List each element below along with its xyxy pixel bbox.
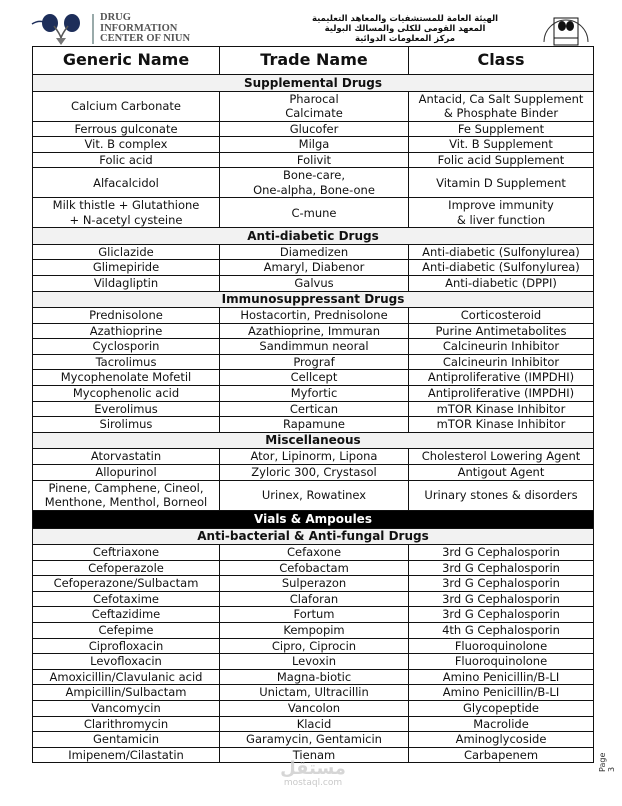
arabic-org-name: [280, 14, 530, 44]
arabic-line: المعهد القومى للكلى والمسالك البولية: [324, 24, 486, 34]
table-row: [33, 308, 594, 324]
class-cell: Anti-diabetic (Sulfonylurea): [409, 244, 594, 260]
class-cell: 3rd G Cephalosporin: [409, 545, 594, 561]
table-row: [33, 638, 594, 654]
institute-seal-icon: [540, 12, 592, 46]
band-header-row: [33, 510, 594, 528]
trade-name-cell: Ator, Lipinorm, Lipona: [220, 449, 409, 465]
class-cell: Urinary stones & disorders: [409, 480, 594, 510]
class-cell: Antiproliferative (IMPDHI): [409, 370, 594, 386]
class-cell: mTOR Kinase Inhibitor: [409, 417, 594, 433]
generic-name-cell: Gliclazide: [33, 244, 220, 260]
watermark: [268, 760, 358, 788]
trade-name-cell: Prograf: [220, 354, 409, 370]
generic-name-cell: Vit. B complex: [33, 137, 220, 153]
class-cell: Cholesterol Lowering Agent: [409, 449, 594, 465]
section-title: Anti-diabetic Drugs: [33, 228, 594, 245]
class-cell: Macrolide: [409, 716, 594, 732]
generic-name-cell: Gentamicin: [33, 732, 220, 748]
generic-name-cell: Ceftazidime: [33, 607, 220, 623]
table-row: [33, 654, 594, 670]
org-line: CENTER OF NIUN: [100, 33, 191, 44]
class-cell: Aminoglycoside: [409, 732, 594, 748]
org-name: [100, 13, 190, 45]
table-row: [33, 560, 594, 576]
class-cell: mTOR Kinase Inhibitor: [409, 401, 594, 417]
table-row: [33, 370, 594, 386]
trade-name-cell: Vancolon: [220, 700, 409, 716]
table-row: [33, 401, 594, 417]
trade-name-cell: Azathioprine, Immuran: [220, 323, 409, 339]
class-cell: Improve immunity & liver function: [409, 198, 594, 228]
table-row: [33, 121, 594, 137]
generic-name-cell: Folic acid: [33, 152, 220, 168]
section-title: Miscellaneous: [33, 432, 594, 449]
trade-name-cell: Hostacortin, Prednisolone: [220, 308, 409, 324]
trade-name-cell: Fortum: [220, 607, 409, 623]
table-row: [33, 732, 594, 748]
trade-name-cell: Cefobactam: [220, 560, 409, 576]
generic-name-cell: Prednisolone: [33, 308, 220, 324]
arabic-line: الهيئة العامة للمستشفيات والمعاهد التعليمية: [311, 14, 499, 24]
table-row: [33, 545, 594, 561]
section-header-row: [33, 432, 594, 449]
trade-name-cell: Garamycin, Gentamicin: [220, 732, 409, 748]
class-cell: 4th G Cephalosporin: [409, 622, 594, 638]
class-cell: Fluoroquinolone: [409, 654, 594, 670]
trade-name-cell: Klacid: [220, 716, 409, 732]
class-cell: Anti-diabetic (Sulfonylurea): [409, 260, 594, 276]
generic-name-cell: Amoxicillin/Clavulanic acid: [33, 669, 220, 685]
section-header-row: [33, 291, 594, 308]
class-cell: Corticosteroid: [409, 308, 594, 324]
page-number: Page 3: [598, 752, 616, 772]
column-header-class: Class: [409, 47, 594, 75]
generic-name-cell: Ciprofloxacin: [33, 638, 220, 654]
trade-name-cell: Urinex, Rowatinex: [220, 480, 409, 510]
table-row: [33, 152, 594, 168]
trade-name-cell: Cellcept: [220, 370, 409, 386]
trade-name-cell: Rapamune: [220, 417, 409, 433]
column-header-generic: Generic Name: [33, 47, 220, 75]
class-cell: Vitamin D Supplement: [409, 168, 594, 198]
trade-name-cell: Glucofer: [220, 121, 409, 137]
generic-name-cell: Ceftriaxone: [33, 545, 220, 561]
watermark-text: mostaql.com: [283, 778, 343, 788]
section-title: Vials & Ampoules: [33, 510, 594, 528]
class-cell: Fluoroquinolone: [409, 638, 594, 654]
generic-name-cell: Atorvastatin: [33, 449, 220, 465]
generic-name-cell: Cefoperazone/Sulbactam: [33, 576, 220, 592]
page-header: [0, 0, 622, 46]
trade-name-cell: Sulperazon: [220, 576, 409, 592]
class-cell: Anti-diabetic (DPPI): [409, 275, 594, 291]
trade-name-cell: Certican: [220, 401, 409, 417]
org-line: INFORMATION: [100, 22, 178, 34]
class-cell: Carbapenem: [409, 747, 594, 763]
trade-name-cell: Cipro, Ciprocin: [220, 638, 409, 654]
generic-name-cell: Levofloxacin: [33, 654, 220, 670]
generic-name-cell: Cefoperazole: [33, 560, 220, 576]
class-cell: Amino Penicillin/B-LI: [409, 685, 594, 701]
class-cell: Fe Supplement: [409, 121, 594, 137]
table-row: [33, 137, 594, 153]
drug-table: [32, 46, 594, 763]
table-row: [33, 716, 594, 732]
class-cell: Amino Penicillin/B-LI: [409, 669, 594, 685]
class-cell: Vit. B Supplement: [409, 137, 594, 153]
trade-name-cell: Folivit: [220, 152, 409, 168]
trade-name-cell: Milga: [220, 137, 409, 153]
class-cell: 3rd G Cephalosporin: [409, 607, 594, 623]
trade-name-cell: Magna-biotic: [220, 669, 409, 685]
table-row: [33, 275, 594, 291]
generic-name-cell: Glimepiride: [33, 260, 220, 276]
generic-name-cell: Imipenem/Cilastatin: [33, 747, 220, 763]
generic-name-cell: Alfacalcidol: [33, 168, 220, 198]
trade-name-cell: Tienam: [220, 747, 409, 763]
generic-name-cell: Mycophenolate Mofetil: [33, 370, 220, 386]
generic-name-cell: Ferrous gulconate: [33, 121, 220, 137]
table-row: [33, 669, 594, 685]
trade-name-cell: Kempopim: [220, 622, 409, 638]
class-cell: Calcineurin Inhibitor: [409, 354, 594, 370]
generic-name-cell: Everolimus: [33, 401, 220, 417]
table-row: [33, 260, 594, 276]
trade-name-cell: Pharocal Calcimate: [220, 91, 409, 121]
table-row: [33, 622, 594, 638]
trade-name-cell: Zyloric 300, Crystasol: [220, 464, 409, 480]
table-row: [33, 591, 594, 607]
trade-name-cell: C-mune: [220, 198, 409, 228]
generic-name-cell: Tacrolimus: [33, 354, 220, 370]
table-row: [33, 386, 594, 402]
class-cell: Antigout Agent: [409, 464, 594, 480]
table-row: [33, 244, 594, 260]
class-cell: Antacid, Ca Salt Supplement & Phosphate Binder: [409, 91, 594, 121]
table-row: [33, 464, 594, 480]
table-row: [33, 323, 594, 339]
generic-name-cell: Ampicillin/Sulbactam: [33, 685, 220, 701]
generic-name-cell: Azathioprine: [33, 323, 220, 339]
table-row: [33, 607, 594, 623]
table-row: [33, 576, 594, 592]
section-title: Supplemental Drugs: [33, 75, 594, 92]
generic-name-cell: Mycophenolic acid: [33, 386, 220, 402]
trade-name-cell: Unictam, Ultracillin: [220, 685, 409, 701]
section-header-row: [33, 75, 594, 92]
table-row: [33, 480, 594, 510]
generic-name-cell: Cefotaxime: [33, 591, 220, 607]
class-cell: 3rd G Cephalosporin: [409, 576, 594, 592]
class-cell: 3rd G Cephalosporin: [409, 591, 594, 607]
section-title: Anti-bacterial & Anti-fungal Drugs: [33, 528, 594, 545]
generic-name-cell: Vancomycin: [33, 700, 220, 716]
class-cell: Calcineurin Inhibitor: [409, 339, 594, 355]
table-row: [33, 339, 594, 355]
trade-name-cell: Claforan: [220, 591, 409, 607]
class-cell: Purine Antimetabolites: [409, 323, 594, 339]
table-row: [33, 354, 594, 370]
trade-name-cell: Cefaxone: [220, 545, 409, 561]
table-row: [33, 685, 594, 701]
trade-name-cell: Levoxin: [220, 654, 409, 670]
generic-name-cell: Allopurinol: [33, 464, 220, 480]
divider: [92, 14, 94, 44]
generic-name-cell: Cefepime: [33, 622, 220, 638]
generic-name-cell: Pinene, Camphene, Cineol, Menthone, Menthol, Borneol: [33, 480, 220, 510]
class-cell: Glycopeptide: [409, 700, 594, 716]
trade-name-cell: Diamedizen: [220, 244, 409, 260]
generic-name-cell: Sirolimus: [33, 417, 220, 433]
section-header-row: [33, 528, 594, 545]
generic-name-cell: Cyclosporin: [33, 339, 220, 355]
table-row: [33, 168, 594, 198]
class-cell: Folic acid Supplement: [409, 152, 594, 168]
table-row: [33, 449, 594, 465]
generic-name-cell: Calcium Carbonate: [33, 91, 220, 121]
arabic-line: مركز المعلومات الدوائية: [354, 34, 456, 44]
trade-name-cell: Galvus: [220, 275, 409, 291]
table-row: [33, 198, 594, 228]
class-cell: Antiproliferative (IMPDHI): [409, 386, 594, 402]
column-header-trade: Trade Name: [220, 47, 409, 75]
trade-name-cell: Sandimmun neoral: [220, 339, 409, 355]
generic-name-cell: Clarithromycin: [33, 716, 220, 732]
table-header-row: [33, 47, 594, 75]
org-line: DRUG: [100, 12, 131, 23]
generic-name-cell: Vildagliptin: [33, 275, 220, 291]
section-header-row: [33, 228, 594, 245]
table-row: [33, 417, 594, 433]
trade-name-cell: Myfortic: [220, 386, 409, 402]
trade-name-cell: Amaryl, Diabenor: [220, 260, 409, 276]
table-row: [33, 700, 594, 716]
kidney-logo-icon: [30, 12, 92, 46]
generic-name-cell: Milk thistle + Glutathione + N-acetyl cysteine: [33, 198, 220, 228]
trade-name-cell: Bone-care, One-alpha, Bone-one: [220, 168, 409, 198]
watermark-arabic: مستقل: [280, 758, 346, 779]
section-title: Immunosuppressant Drugs: [33, 291, 594, 308]
class-cell: 3rd G Cephalosporin: [409, 560, 594, 576]
table-row: [33, 91, 594, 121]
